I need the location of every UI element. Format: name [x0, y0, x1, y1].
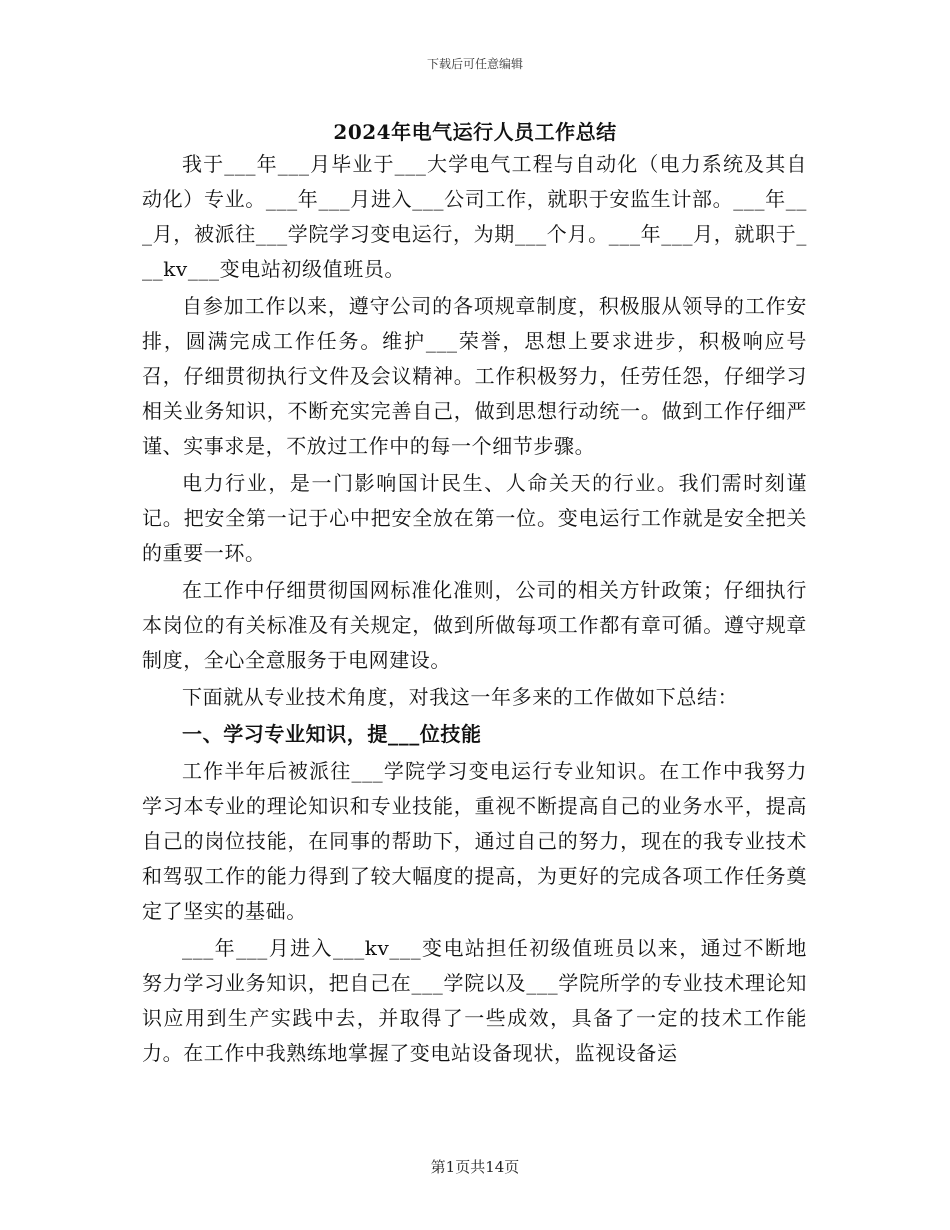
page-header-note: 下载后可任意编辑: [426, 57, 523, 71]
page-number: 第1页共14页: [430, 1158, 520, 1176]
paragraph-standards: 在工作中仔细贯彻国网标准化准则，公司的相关方针政策；仔细执行本岗位的有关标准及有关规定，做到所做每项工作都有章可循。遵守规章制度，全心全意服务于电网建设。: [142, 578, 807, 672]
document-title: 2024年电气运行人员工作总结: [333, 120, 617, 144]
paragraph-attitude: 自参加工作以来，遵守公司的各项规章制度，积极服从领导的工作安排，圆满完成工作任务。维护___荣誉，思想上要求进步，积极响应号召，仔细贯彻执行文件及会议精神。工作积极努力，任劳任怨，仔细学习相关业务知识，不断充实完善自己，做到思想行动统一。做到工作仔细严谨、实事求是，不放过工作中的每一个细节步骤。: [142, 294, 807, 458]
paragraph-intro: 我于___年___月毕业于___大学电气工程与自动化（电力系统及其自动化）专业。___年___月进入___公司工作，就职于安监生计部。___年___月，被派往___学院学习变电运行，为期___个月。___年___月，就职于___kv___变电站初级值班员。: [142, 152, 807, 281]
paragraph-safety: 电力行业，是一门影响国计民生、人命关天的行业。我们需时刻谨记。把安全第一记于心中把安全放在第一位。变电运行工作就是安全把关的重要一环。: [142, 471, 807, 565]
paragraph-summary-intro: 下面就从专业技术角度，对我这一年多来的工作做如下总结：: [182, 685, 739, 709]
paragraph-study: 工作半年后被派往___学院学习变电运行专业知识。在工作中我努力学习本专业的理论知识和专业技能，重视不断提高自己的业务水平，提高自己的岗位技能，在同事的帮助下，通过自己的努力，现在的我专业技术和驾驭工作的能力得到了较大幅度的提高，为更好的完成各项工作任务奠定了坚实的基础。: [142, 759, 807, 923]
section-heading-1: 一、学习专业知识，提___位技能: [182, 722, 482, 746]
paragraph-practice: ___年___月进入___kv___变电站担任初级值班员以来，通过不断地努力学习业务知识，把自己在___学院以及___学院所学的专业技术理论知识应用到生产实践中去，并取得了一些成效，具备了一定的技术工作能力。在工作中我熟练地掌握了变电站设备现状，监视设备运: [142, 936, 807, 1065]
document-body: [142, 147, 807, 1073]
